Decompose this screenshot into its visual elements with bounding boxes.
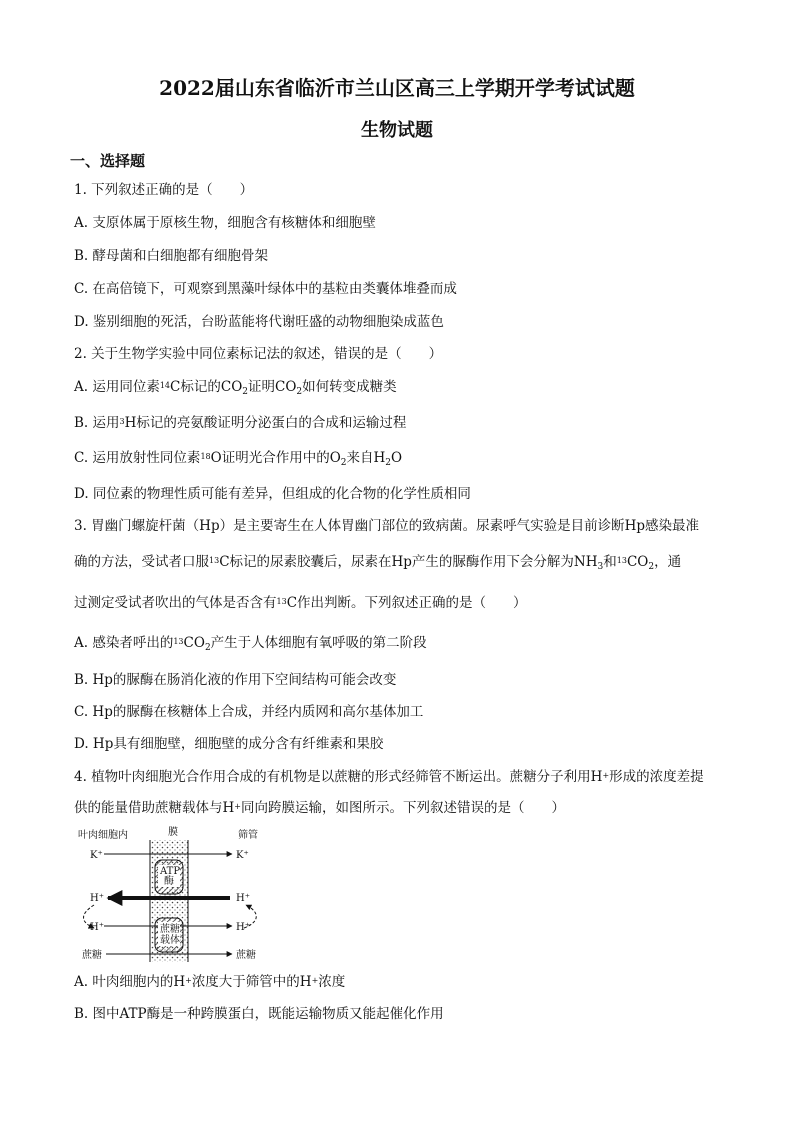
sucrose-carrier-label-1: 蔗糖 (160, 924, 180, 935)
h-ion-left-mid: H⁺ (90, 922, 104, 933)
sucrose-right: 蔗糖 (236, 950, 256, 961)
q1-option-d: D. 鉴别细胞的死活，台盼蓝能将代谢旺盛的动物细胞染成蓝色 (74, 314, 444, 330)
q1-stem: 1. 下列叙述正确的是（ ） (74, 182, 254, 198)
membrane-transport-diagram (76, 826, 276, 966)
q3-option-a: A. 感染者呼出的$^{13}CO_2$产生于人体细胞有氧呼吸的第二阶段 (74, 635, 427, 653)
q3-option-b: B. Hp的脲酶在肠消化液的作用下空间结构可能会改变 (74, 672, 397, 688)
sucrose-left: 蔗糖 (82, 950, 102, 961)
h-ion-right-top: H⁺ (236, 893, 250, 904)
sucrose-carrier-label-2: 载体 (160, 935, 180, 946)
q3-stem-line3: 过测定受试者吹出的气体是否含有$^{13}$C作出判断。下列叙述正确的是（ ） (74, 595, 527, 611)
h-ion-right-mid: H⁺ (236, 922, 250, 933)
q2-option-d: D. 同位素的物理性质可能有差异，但组成的化合物的化学性质相同 (74, 486, 471, 502)
q1-option-c: C. 在高倍镜下，可观察到黑藻叶绿体中的基粒由类囊体堆叠而成 (74, 281, 457, 297)
exam-title: 2022届山东省临沂市兰山区高三上学期开学考试试题 (159, 76, 635, 100)
q3-option-c: C. Hp的脲酶在核糖体上合成，并经内质网和高尔基体加工 (74, 704, 424, 720)
q1-option-b: B. 酵母菌和白细胞都有细胞骨架 (74, 248, 269, 264)
label-sieve-tube: 筛管 (238, 830, 258, 841)
exam-subtitle: 生物试题 (361, 120, 433, 141)
k-ion-right: K⁺ (236, 850, 249, 861)
q4-stem-line1: 4. 植物叶肉细胞光合作用合成的有机物是以蔗糖的形式经筛管不断运出。蔗糖分子利用H+形成的浓度差提 (74, 769, 704, 785)
k-ion-left: K⁺ (90, 850, 103, 861)
label-membrane: 膜 (168, 827, 178, 838)
q1-option-a: A. 支原体属于原核生物，细胞含有核糖体和细胞壁 (74, 215, 376, 231)
label-mesophyll-cell: 叶肉细胞内 (78, 830, 128, 841)
section-heading: 一、选择题 (70, 152, 146, 170)
q3-stem-line1: 3. 胃幽门螺旋杆菌（Hp）是主要寄生在人体胃幽门部位的致病菌。尿素呼气实验是目前诊断Hp感染最准 (74, 518, 699, 534)
atp-enzyme-label-1: ATP (160, 866, 181, 877)
q4-option-b: B. 图中ATP酶是一种跨膜蛋白，既能运输物质又能起催化作用 (74, 1006, 444, 1022)
q2-option-a: A. 运用同位素$^{14}$C标记的$CO_2$证明$CO_2$如何转变成糖类 (74, 379, 397, 397)
q2-stem: 2. 关于生物学实验中同位素标记法的叙述，错误的是（ ） (74, 346, 443, 362)
q2-option-b: B. 运用$^3$H标记的亮氨酸证明分泌蛋白的合成和运输过程 (74, 415, 407, 431)
q4-option-a: A. 叶肉细胞内的H+浓度大于筛管中的H+浓度 (74, 974, 346, 990)
q4-stem-line2: 供的能量借助蔗糖载体与H+同向跨膜运输，如图所示。下列叙述错误的是（ ） (74, 800, 565, 816)
h-ion-left-top: H⁺ (90, 893, 104, 904)
q2-option-c: C. 运用放射性同位素$^{18}$O证明光合作用中的$O_2$来自$H_2O$ (74, 450, 403, 468)
atp-enzyme-label-2: 酶 (164, 876, 174, 887)
q3-stem-line2: 确的方法，受试者口服$^{13}$C标记的尿素胶囊后，尿素在Hp产生的脲酶作用下会分解为$NH_3$和$^{13}CO_2$，通 (74, 554, 682, 572)
q3-option-d: D. Hp具有细胞壁，细胞壁的成分含有纤维素和果胶 (74, 736, 384, 752)
